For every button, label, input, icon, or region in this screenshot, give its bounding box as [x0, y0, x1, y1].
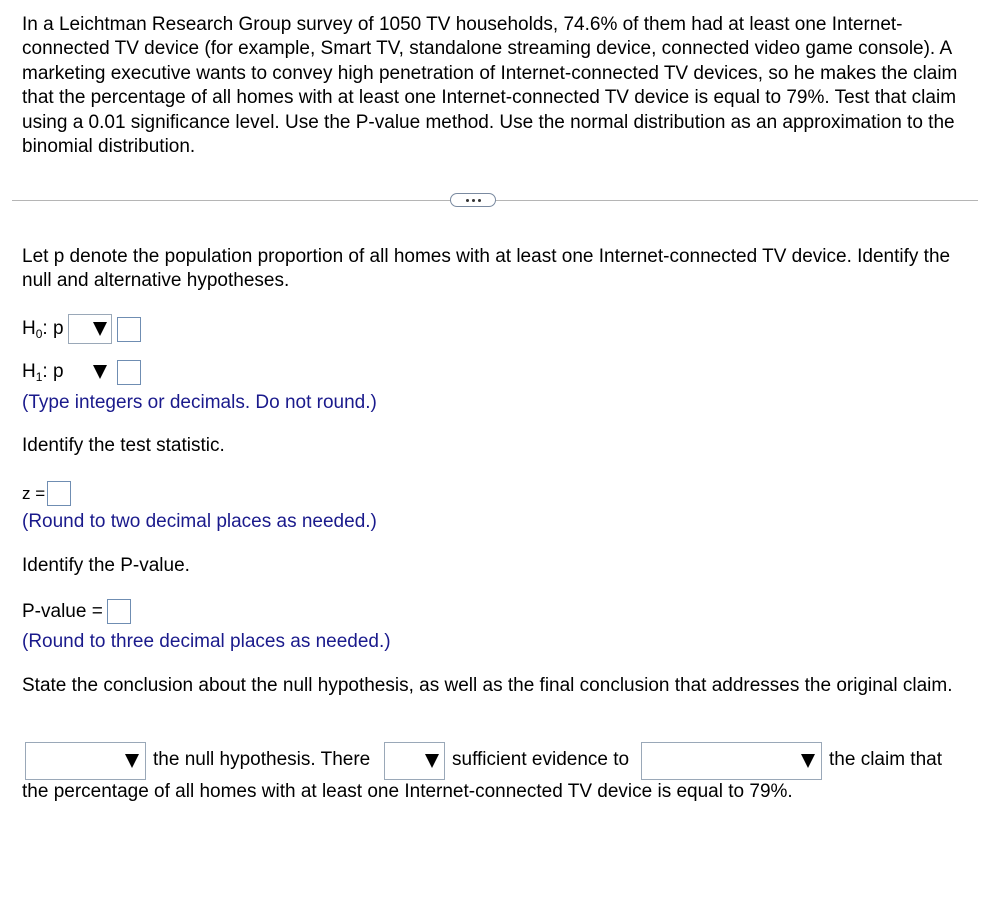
p-value-row	[22, 599, 131, 624]
evidence-select[interactable]	[384, 742, 445, 780]
chevron-down-icon	[125, 754, 139, 768]
conclusion-text-1: the null hypothesis. There	[153, 749, 371, 770]
chevron-down-icon	[425, 754, 439, 768]
ellipsis-icon	[472, 199, 475, 202]
h1-subscript: 1	[35, 370, 43, 384]
hypotheses-note: (Type integers or decimals. Do not round.)	[22, 392, 377, 413]
p-value-input[interactable]	[107, 599, 131, 624]
conclusion-prompt: State the conclusion about the null hypothesis, as well as the final conclusion that addresses the original claim.	[22, 675, 953, 696]
test-statistic-note: (Round to two decimal places as needed.)	[22, 511, 377, 532]
reject-decision-select[interactable]	[25, 742, 146, 780]
chevron-down-icon	[93, 365, 107, 379]
h1-relation-select[interactable]	[68, 357, 112, 387]
h1-letter: H	[22, 361, 36, 382]
h0-value-input[interactable]	[117, 317, 141, 342]
p-value-label: P-value =	[22, 600, 103, 622]
h0-param: : p	[42, 318, 64, 339]
p-value-prompt: Identify the P-value.	[22, 555, 190, 576]
chevron-down-icon	[93, 322, 107, 336]
alternative-hypothesis-row	[22, 358, 141, 386]
ellipsis-icon	[478, 199, 481, 202]
claim-action-select[interactable]	[641, 742, 822, 780]
test-statistic-row	[22, 481, 71, 506]
problem-statement: In a Leichtman Research Group survey of 1050 TV households, 74.6% of them had at least one Internet-connected TV device (for example, Smart TV, standalone streaming device, connected video game console). A marketing executive wants to convey high penetration of Internet-connected TV devices, so he makes the claim that the percentage of all homes with at least one Internet-connected TV device is equal to 79%. Test that claim using a 0.01 significance level. Use the P-value method. Use the normal distribution as an approximation to the binomial distribution.	[22, 14, 958, 158]
conclusion-text-4: the percentage of all homes with at least one Internet-connected TV device is equal to 79%.	[22, 781, 793, 802]
chevron-down-icon	[801, 754, 815, 768]
z-value-input[interactable]	[47, 481, 71, 506]
hypotheses-prompt: Let p denote the population proportion of all homes with at least one Internet-connected TV device. Identify the null and alternative hypotheses.	[22, 246, 951, 292]
ellipsis-icon	[466, 199, 469, 202]
p-value-note: (Round to three decimal places as needed.)	[22, 631, 391, 652]
h1-value-input[interactable]	[117, 360, 141, 385]
z-label: z =	[22, 483, 46, 503]
null-hypothesis-row	[22, 315, 141, 343]
conclusion-text-3: the claim that	[829, 749, 942, 770]
h0-subscript: 0	[35, 327, 43, 341]
show-more-button[interactable]	[450, 193, 496, 207]
test-statistic-prompt: Identify the test statistic.	[22, 435, 225, 456]
h1-param: : p	[42, 361, 64, 382]
h0-relation-select[interactable]	[68, 314, 112, 344]
conclusion-text-2: sufficient evidence to	[452, 749, 630, 770]
h0-letter: H	[22, 318, 36, 339]
